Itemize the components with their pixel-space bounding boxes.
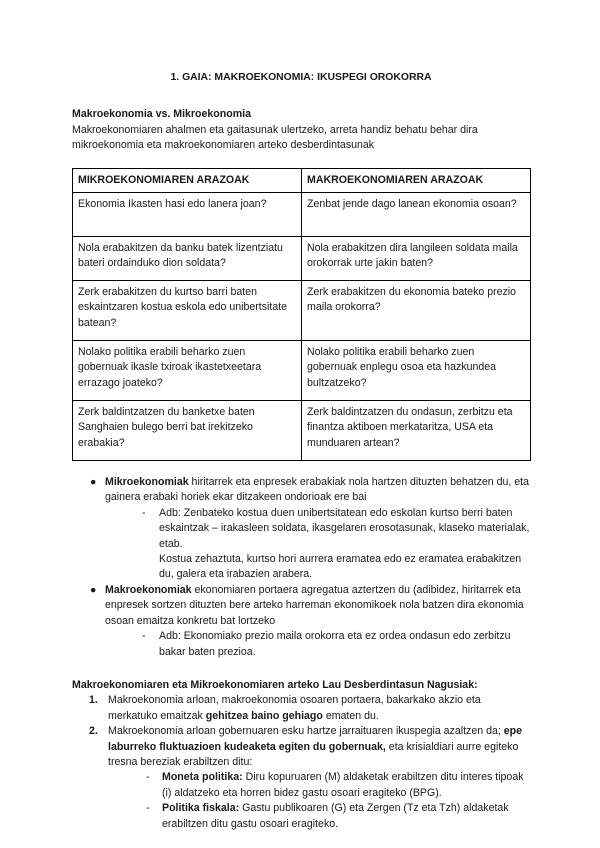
sub-list bbox=[105, 506, 530, 583]
section-heading: Makroekonomia vs. Mikroekonomia bbox=[72, 108, 251, 121]
term-text: ekonomiaren portaera agregatua aztertzen du (adibidez, hiritarrek eta enpresek sortzen dituzten bere arteko harreman ekonomikoek nola batzen dira ekonomia osoan emaitza konkretu bat lortzeko bbox=[105, 583, 524, 627]
dash-icon: - bbox=[146, 802, 150, 815]
sub-item-text: Gastu publikoaren (G) eta Zergen (Tz eta Tzh) aldaketak erabiltzen ditu gastu osoari eragiteko. bbox=[162, 802, 509, 830]
sub-item-text: Adb: Zenbateko kostua duen unibertsitatean edo eskolan kurtso berri baten eskaintzak – irakasleen soldata, ikasgelaren erosotasunak, klaseko materialak, etab. bbox=[159, 506, 530, 550]
numbered-list bbox=[72, 693, 530, 832]
sub-list bbox=[108, 770, 530, 832]
sub-item-text: Diru kopuruaren (M) aldaketak erabiltzen ditu interes tipoak (i) aldatzeko eta horren bidez gastu osoari eragiteko (BPG). bbox=[162, 771, 524, 799]
sub-item-bold: Politika fiskala: bbox=[162, 802, 240, 815]
numbered-item bbox=[72, 724, 530, 832]
list-item bbox=[72, 583, 530, 660]
term-bold: Makroekonomiak bbox=[105, 583, 192, 596]
page-title: 1. GAIA: MAKROEKONOMIA: IKUSPEGI OROKORRA bbox=[170, 72, 432, 83]
section-four-differences bbox=[72, 678, 530, 832]
table-header-micro: MIKROEKONOMIAREN ARAZOAK bbox=[73, 168, 302, 192]
table-row bbox=[73, 341, 531, 401]
dash-icon: - bbox=[146, 771, 150, 784]
table-cell: Nolako politika erabili beharko zuen gobernuak ikasle txiroak ikastetxeetara errazago joateko? bbox=[73, 341, 302, 401]
item-number: 1. bbox=[89, 694, 98, 707]
item-text: Makroekonomia arloan gobernuaren esku hartze jarraituaren ikuspegia azaltzen da; bbox=[108, 725, 504, 738]
bullet-icon: ● bbox=[90, 583, 97, 596]
table-cell: Zerk baldintzatzen du ondasun, zerbitzu eta finantza aktiboen merkataritza, USA eta munduaren artean? bbox=[302, 401, 531, 461]
table-header-row bbox=[73, 168, 531, 192]
item-bold: gehitzea baino gehiago bbox=[205, 709, 323, 722]
sub-item-bold: Moneta politika: bbox=[162, 771, 243, 784]
sub-list-item bbox=[105, 629, 530, 660]
section-heading: Makroekonomiaren eta Mikroekonomiaren arteko Lau Desberdintasun Nagusiak: bbox=[72, 678, 478, 691]
table-cell: Ekonomia Ikasten hasi edo lanera joan? bbox=[73, 193, 302, 237]
bullet-icon: ● bbox=[90, 476, 97, 489]
term-text: hiritarrek eta enpresek erabakiak nola hartzen dituzten behatzen du, eta gainera erabaki horiek ekar ditzakeen ondorioak ere bai bbox=[105, 476, 530, 504]
table-row bbox=[73, 237, 531, 281]
sub-list bbox=[105, 629, 530, 660]
numbered-item bbox=[72, 693, 530, 724]
definitions-list bbox=[72, 475, 530, 660]
sub-item-text: Kostua zehaztuta, kurtso hori aurrera eramatea edo ez eramatea erabakitzen du, galera eta irabazien arabera. bbox=[159, 553, 522, 581]
list-item bbox=[72, 475, 530, 583]
table-cell: Zenbat jende dago lanean ekonomia osoan? bbox=[302, 193, 531, 237]
table-cell: Nola erabakitzen da banku batek lizentziatu bateri ordainduko dion soldata? bbox=[73, 237, 302, 281]
item-text: ematen du. bbox=[322, 709, 379, 722]
document-page bbox=[72, 62, 530, 832]
table-cell: Zerk baldintzatzen du banketxe baten Sanghaien bulego berri bat irekitzeko erabakia? bbox=[73, 401, 302, 461]
item-bold: epe laburreko fluktuazioen kudeaketa egiten du gobernuak, bbox=[108, 725, 523, 753]
table-cell: Nolako politika erabili beharko zuen gobernuak enplegu osoa eta hazkundea bultzatzeko? bbox=[302, 341, 531, 401]
sub-list-item bbox=[105, 506, 530, 583]
sub-item-text: Adb: Ekonomiako prezio maila orokorra eta ez ordea ondasun edo zerbitzu bakar baten prezioa. bbox=[159, 630, 511, 658]
dash-icon: - bbox=[142, 506, 146, 519]
term-bold: Mikroekonomiak bbox=[105, 476, 189, 489]
item-text: eta krisialdiari aurre egiteko tresna bereziak erabiltzen ditu: bbox=[108, 740, 519, 768]
table-cell: Zerk erabakitzen du ekonomia bateko prezio maila orokorra? bbox=[302, 281, 531, 341]
table-row bbox=[73, 281, 531, 341]
section-intro: Makroekonomiaren ahalmen eta gaitasunak ulertzeko, arreta handiz behatu behar dira mikroekonomia eta makroekonomiaren arteko desberdintasunak bbox=[72, 123, 478, 152]
sub-list-item bbox=[108, 770, 530, 801]
comparison-table bbox=[72, 168, 531, 461]
table-row bbox=[73, 401, 531, 461]
item-text: Makroekonomia arloan, makroekonomia osoaren portaera, bakarkako akzio eta merkatuko emaitzak bbox=[108, 694, 481, 722]
table-cell: Nola erabakitzen dira langileen soldata maila orokorrak urte jakin baten? bbox=[302, 237, 531, 281]
sub-list-item bbox=[108, 801, 530, 832]
item-number: 2. bbox=[89, 725, 98, 738]
dash-icon: - bbox=[142, 630, 146, 643]
table-cell: Zerk erabakitzen du kurtso barri baten eskaintzaren kostua eskola edo unibertsitate batean? bbox=[73, 281, 302, 341]
table-header-macro: MAKROEKONOMIAREN ARAZOAK bbox=[302, 168, 531, 192]
section-micro-vs-macro bbox=[72, 107, 530, 153]
table-row bbox=[73, 193, 531, 237]
